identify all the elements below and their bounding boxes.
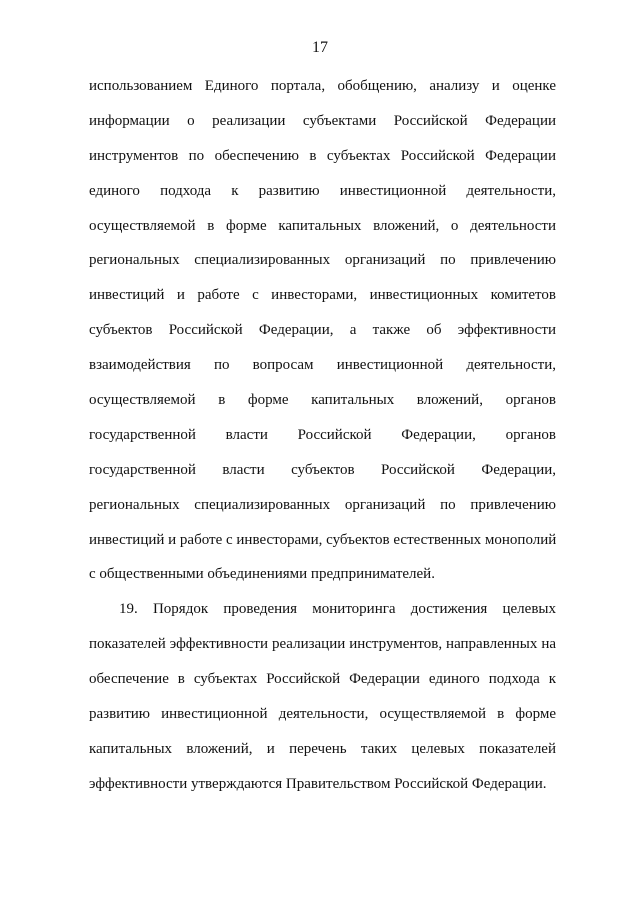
text-line: эффективности утверждаются Правительством Российской Федерации.: [89, 775, 547, 792]
text-line: информации о реализации субъектами Российской Федерации: [89, 112, 556, 129]
text-line: с общественными объединениями предпринимателей.: [89, 566, 435, 583]
page-number: 17: [312, 39, 328, 56]
text-line: развитию инвестиционной деятельности, осуществляемой в форме: [89, 706, 556, 723]
text-line: осуществляемой в форме капитальных вложений, органов: [89, 392, 556, 409]
text-line: государственной власти Российской Федерации, органов: [89, 426, 556, 443]
text-line: использованием Единого портала, обобщению, анализу и оценке: [89, 78, 556, 94]
text-line: осуществляемой в форме капитальных вложений, о деятельности: [89, 217, 556, 234]
paragraph-first-line: 19. Порядок проведения мониторинга достижения целевых: [119, 601, 556, 618]
body-text: [89, 74, 556, 807]
text-line: единого подхода к развитию инвестиционной деятельности,: [89, 182, 556, 199]
text-line: показателей эффективности реализации инструментов, направленных на: [89, 636, 556, 653]
text-line: инструментов по обеспечению в субъектах Российской Федерации: [89, 147, 556, 164]
text-line: обеспечение в субъектах Российской Федерации единого подхода к: [89, 671, 556, 688]
text-line: региональных специализированных организаций по привлечению: [89, 252, 556, 269]
text-line: субъектов Российской Федерации, а также об эффективности: [89, 322, 556, 339]
text-line: инвестиций и работе с инвесторами, инвестиционных комитетов: [89, 287, 556, 304]
text-line: государственной власти субъектов Российской Федерации,: [89, 461, 556, 478]
text-line: взаимодействия по вопросам инвестиционной деятельности,: [89, 357, 556, 374]
text-line: капитальных вложений, и перечень таких целевых показателей: [89, 740, 556, 757]
text-line: инвестиций и работе с инвесторами, субъектов естественных монополий: [89, 531, 556, 548]
text-line: региональных специализированных организаций по привлечению: [89, 496, 556, 513]
